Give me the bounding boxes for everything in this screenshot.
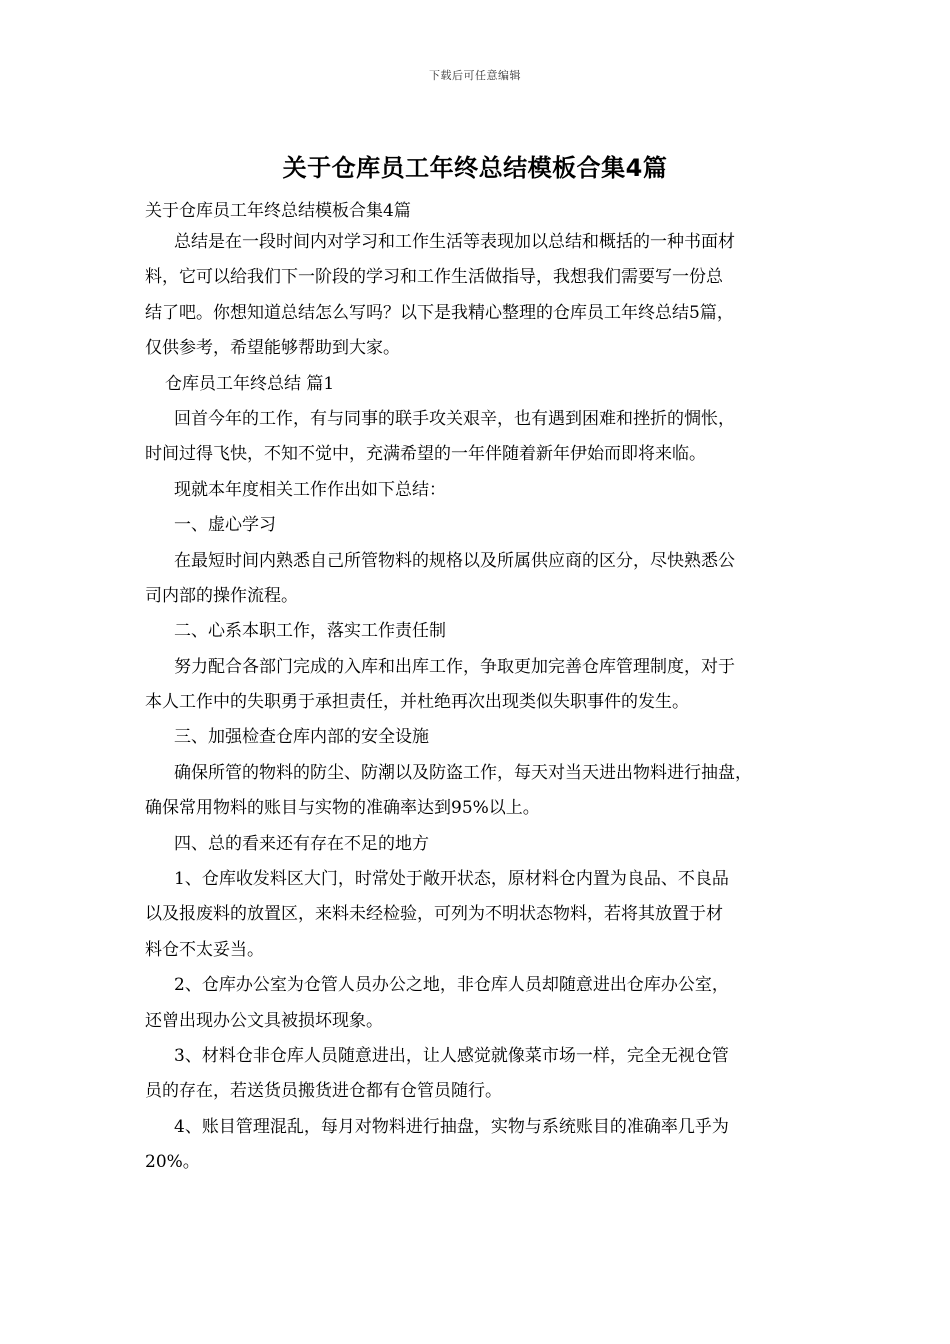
subheading: 二、心系本职工作，落实工作责任制	[174, 621, 446, 642]
paragraph-line: 确保所管的物料的防尘、防潮以及防盗工作，每天对当天进出物料进行抽盘，	[174, 762, 752, 783]
section-heading: 仓库员工年终总结 篇1	[165, 373, 335, 394]
paragraph-line: 员的存在，若送货员搬货进仓都有仓管员随行。	[145, 1081, 502, 1102]
paragraph-line: 时间过得飞快，不知不觉中，充满希望的一年伴随着新年伊始而即将来临。	[145, 444, 706, 465]
paragraph-line: 结了吧。你想知道总结怎么写吗？以下是我精心整理的仓库员工年终总结5篇，	[145, 302, 734, 323]
paragraph-line: 现就本年度相关工作作出如下总结：	[174, 479, 446, 500]
paragraph-line: 以及报废料的放置区，来料未经检验，可列为不明状态物料，若将其放置于材	[145, 904, 723, 925]
paragraph-line: 3、材料仓非仓库人员随意进出，让人感觉就像菜市场一样，完全无视仓管	[174, 1045, 729, 1066]
paragraph-line: 1、仓库收发料区大门，时常处于敞开状态，原材料仓内置为良品、不良品	[174, 869, 729, 890]
paragraph-line: 在最短时间内熟悉自己所管物料的规格以及所属供应商的区分，尽快熟悉公	[174, 550, 735, 571]
paragraph-line: 确保常用物料的账目与实物的准确率达到95%以上。	[145, 798, 540, 819]
paragraph-line: 2、仓库办公室为仓管人员办公之地，非仓库人员却随意进出仓库办公室，	[174, 975, 729, 996]
header-note: 下载后可任意编辑	[429, 69, 521, 82]
paragraph-line: 4、账目管理混乱，每月对物料进行抽盘，实物与系统账目的准确率几乎为	[174, 1116, 729, 1137]
subtitle-line: 关于仓库员工年终总结模板合集4篇	[145, 201, 411, 221]
subheading: 四、总的看来还有存在不足的地方	[174, 833, 429, 854]
paragraph-line: 努力配合各部门完成的入库和出库工作，争取更加完善仓库管理制度，对于	[174, 656, 735, 677]
subheading: 一、虚心学习	[174, 515, 276, 536]
paragraph-line: 料，它可以给我们下一阶段的学习和工作生活做指导，我想我们需要写一份总	[145, 267, 723, 288]
paragraph-line: 料仓不太妥当。	[145, 939, 264, 960]
paragraph-line: 总结是在一段时间内对学习和工作生活等表现加以总结和概括的一种书面材	[174, 232, 735, 252]
subheading: 三、加强检查仓库内部的安全设施	[174, 727, 429, 748]
paragraph-line: 回首今年的工作，有与同事的联手攻关艰辛，也有遇到困难和挫折的惆怅，	[174, 408, 735, 429]
paragraph-line: 还曾出现办公文具被损坏现象。	[145, 1010, 383, 1031]
document-body	[145, 197, 815, 1181]
paragraph-line: 司内部的操作流程。	[145, 585, 298, 606]
paragraph-line: 20%。	[145, 1152, 200, 1173]
paragraph-line: 本人工作中的失职勇于承担责任，并杜绝再次出现类似失职事件的发生。	[145, 692, 689, 713]
document-title: 关于仓库员工年终总结模板合集4篇	[282, 154, 668, 182]
paragraph-line: 仅供参考，希望能够帮助到大家。	[145, 338, 400, 359]
